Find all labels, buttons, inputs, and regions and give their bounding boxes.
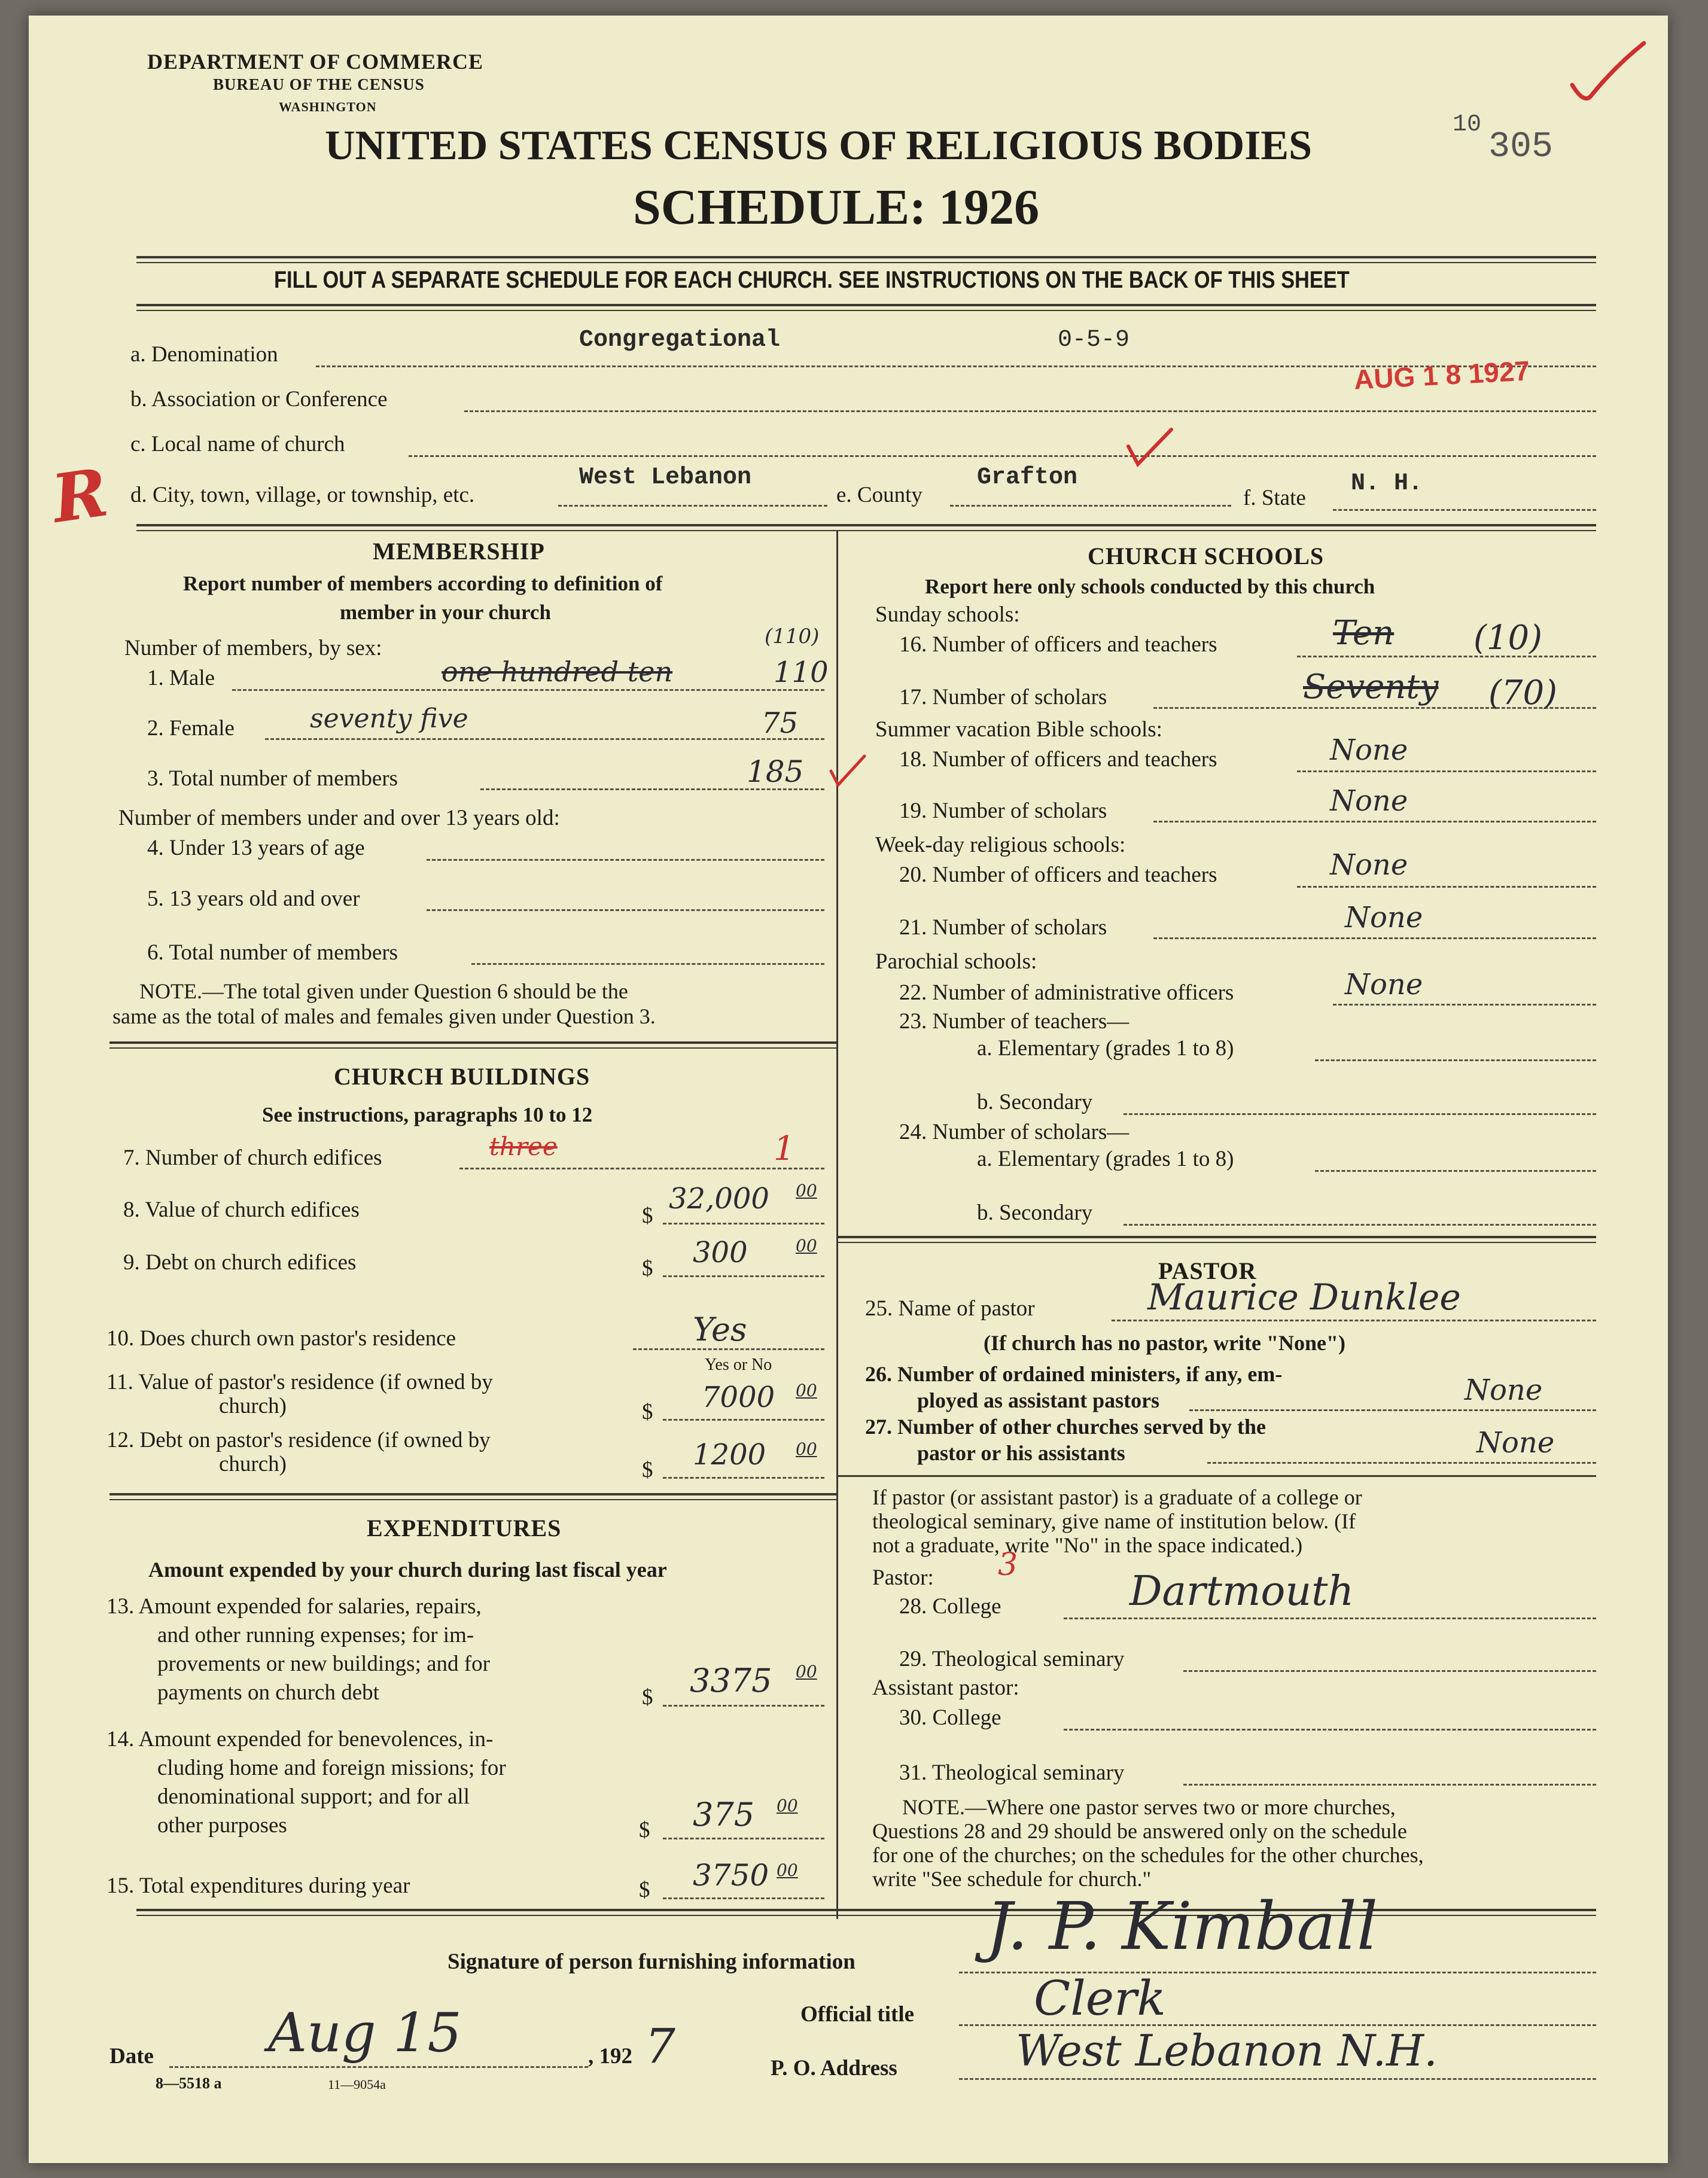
q2-label: 2. Female — [147, 716, 235, 741]
by-sex-label: Number of members, by sex: — [124, 636, 382, 660]
buildings-sub: See instructions, paragraphs 10 to 12 — [262, 1103, 593, 1126]
q23-label: 23. Number of teachers— — [899, 1009, 1129, 1034]
membership-intro-1: Report number of members according to definition of — [183, 572, 663, 595]
buildings-heading: CHURCH BUILDINGS — [334, 1063, 590, 1090]
q13-cents: 00 — [796, 1662, 817, 1682]
q16-struck: Ten — [1333, 614, 1395, 653]
po-address-value[interactable]: West Lebanon N.H. — [1016, 2025, 1438, 2076]
denomination-code: 0-5-9 — [1058, 327, 1130, 354]
q12-dollar: $ — [642, 1458, 653, 1482]
membership-note-2: same as the total of males and females given under Question 3. — [112, 1004, 656, 1028]
q25-note: (If church has no pastor, write "None") — [984, 1331, 1345, 1355]
q14-dollar: $ — [639, 1818, 650, 1842]
graduate-instruction-2: theological seminary, give name of institution below. (If — [872, 1509, 1356, 1533]
q11-dollar: $ — [642, 1400, 653, 1424]
q13-line-4: payments on church debt — [157, 1680, 379, 1705]
pastor-mark: 3 — [998, 1547, 1018, 1583]
q20-value[interactable]: None — [1330, 848, 1408, 882]
q15-cents: 00 — [777, 1860, 798, 1880]
schools-heading: CHURCH SCHOOLS — [1088, 543, 1325, 569]
association-label: b. Association or Conference — [130, 387, 388, 412]
year-prefix: , 192 — [588, 2044, 632, 2069]
q26-label: 26. Number of ordained ministers, if any, em- — [865, 1362, 1283, 1386]
review-mark: R — [47, 453, 112, 538]
q21-label: 21. Number of scholars — [899, 915, 1107, 940]
q3-label: 3. Total number of members — [147, 766, 398, 791]
q28-label: 28. College — [899, 1594, 1001, 1619]
q10-value[interactable]: Yes — [693, 1311, 747, 1348]
q28-value[interactable]: Dartmouth — [1129, 1568, 1354, 1615]
q8-cents: 00 — [796, 1181, 817, 1201]
q16-label: 16. Number of officers and teachers — [899, 632, 1217, 657]
q27-value[interactable]: None — [1476, 1426, 1555, 1460]
yes-no-hint: Yes or No — [705, 1355, 772, 1374]
q15-dollar: $ — [639, 1878, 650, 1902]
pastor-note-2: Questions 28 and 29 should be answered only on the schedule — [872, 1819, 1407, 1843]
q12-label-2: church) — [219, 1452, 287, 1476]
q9-dollar: $ — [642, 1256, 653, 1281]
q1-value[interactable]: 110 — [774, 656, 829, 689]
pastor-note-4: write "See schedule for church." — [872, 1867, 1152, 1891]
city-label: d. City, town, village, or township, etc. — [130, 483, 475, 507]
graduate-instruction-1: If pastor (or assistant pastor) is a graduate of a college or — [872, 1485, 1362, 1509]
q8-value[interactable]: 32,000 — [669, 1182, 769, 1216]
q25-label: 25. Name of pastor — [865, 1296, 1035, 1321]
q17-value[interactable]: (70) — [1488, 674, 1557, 712]
serial-number: 305 — [1488, 127, 1554, 167]
signature-label: Signature of person furnishing information — [447, 1949, 855, 1974]
q9-value[interactable]: 300 — [693, 1236, 748, 1269]
checkmark-icon — [1566, 37, 1650, 109]
date-value[interactable]: Aug 15 — [268, 2002, 462, 2064]
q11-label: 11. Value of pastor's residence (if owned by — [106, 1370, 493, 1394]
city-label: WASHINGTON — [279, 99, 377, 114]
county-label: e. County — [836, 483, 922, 507]
received-date-stamp: AUG 1 8 1927 — [1353, 355, 1531, 395]
assistant-pastor-label: Assistant pastor: — [872, 1676, 1019, 1700]
q19-label: 19. Number of scholars — [899, 799, 1107, 823]
q18-value[interactable]: None — [1330, 733, 1408, 767]
q7-value[interactable]: 1 — [774, 1129, 795, 1168]
q10-label: 10. Does church own pastor's residence — [106, 1326, 456, 1351]
expenditures-heading: EXPENDITURES — [367, 1515, 562, 1542]
q2-value[interactable]: 75 — [762, 706, 799, 740]
q6-label: 6. Total number of members — [147, 940, 398, 965]
q14-line-2: cluding home and foreign missions; for — [157, 1756, 506, 1780]
city-value[interactable]: West Lebanon — [579, 464, 752, 491]
denomination-value[interactable]: Congregational — [579, 327, 781, 354]
weekday-schools-label: Week-day religious schools: — [875, 833, 1126, 857]
q14-line-1: 14. Amount expended for benevolences, in- — [106, 1727, 494, 1751]
q13-dollar: $ — [642, 1685, 653, 1710]
q14-line-4: other purposes — [157, 1813, 287, 1838]
q14-cents: 00 — [777, 1796, 798, 1815]
expenditures-sub: Amount expended by your church during last fiscal year — [148, 1558, 667, 1582]
q2-words: seventy five — [310, 703, 468, 734]
q26-value[interactable]: None — [1465, 1373, 1543, 1407]
q11-value[interactable]: 7000 — [702, 1381, 775, 1414]
q4-label: 4. Under 13 years of age — [147, 836, 365, 860]
po-address-label: P. O. Address — [771, 2056, 897, 2080]
q19-value[interactable]: None — [1330, 784, 1408, 818]
schools-sub: Report here only schools conducted by this church — [925, 575, 1375, 598]
q17-struck: Seventy — [1303, 668, 1439, 706]
q25-value[interactable]: Maurice Dunklee — [1147, 1277, 1461, 1318]
q13-value[interactable]: 3375 — [690, 1662, 772, 1699]
pastor-heading: PASTOR — [1158, 1257, 1257, 1284]
q9-label: 9. Debt on church edifices — [123, 1250, 357, 1275]
census-schedule-sheet — [29, 16, 1668, 2163]
q9-cents: 00 — [796, 1236, 817, 1256]
instruction-banner: FILL OUT A SEPARATE SCHEDULE FOR EACH CHURCH. SEE INSTRUCTIONS ON THE BACK OF THIS SHEET — [274, 267, 1350, 293]
church-name-label: c. Local name of church — [130, 432, 345, 456]
q13-line-1: 13. Amount expended for salaries, repairs, — [106, 1594, 482, 1619]
graduate-instruction-3: not a graduate, write "No" in the space indicated.) — [872, 1533, 1303, 1557]
q23b-label: b. Secondary — [977, 1090, 1093, 1114]
q24-label: 24. Number of scholars— — [899, 1120, 1129, 1144]
q13-line-2: and other running expenses; for im- — [157, 1623, 474, 1647]
q14-value[interactable]: 375 — [693, 1796, 755, 1833]
print-number: 11—9054a — [328, 2077, 386, 2092]
date-label: Date — [109, 2044, 154, 2069]
q27-label: 27. Number of other churches served by the — [865, 1415, 1266, 1439]
q22-value[interactable]: None — [1345, 968, 1423, 1001]
q26-label-2: ployed as assistant pastors — [917, 1388, 1160, 1412]
age-heading: Number of members under and over 13 years old: — [118, 806, 560, 830]
q14-line-3: denominational support; and for all — [157, 1784, 470, 1809]
q23a-label: a. Elementary (grades 1 to 8) — [977, 1036, 1234, 1061]
q8-dollar: $ — [642, 1204, 653, 1228]
pastor-note-3: for one of the churches; on the schedules for the other churches, — [872, 1843, 1424, 1867]
checkmark-icon — [827, 750, 869, 792]
pastor-note-1: NOTE.—Where one pastor serves two or more churches, — [902, 1795, 1396, 1819]
q13-line-3: provements or new buildings; and for — [157, 1652, 490, 1676]
denomination-label: a. Denomination — [130, 342, 278, 367]
q11-cents: 00 — [796, 1381, 817, 1400]
official-title-value[interactable]: Clerk — [1034, 1970, 1166, 2026]
q1-note: (110) — [765, 625, 820, 648]
q21-value[interactable]: None — [1345, 901, 1423, 934]
pastor-sub-label: Pastor: — [872, 1565, 934, 1590]
q29-label: 29. Theological seminary — [899, 1647, 1125, 1671]
parochial-schools-label: Parochial schools: — [875, 949, 1037, 974]
q3-value[interactable]: 185 — [747, 754, 804, 789]
q27-label-2: pastor or his assistants — [917, 1441, 1125, 1465]
q5-label: 5. 13 years old and over — [147, 887, 360, 911]
q24b-label: b. Secondary — [977, 1201, 1093, 1225]
q16-value[interactable]: (10) — [1473, 619, 1542, 657]
q11-label-2: church) — [219, 1394, 287, 1418]
year-digit[interactable]: 7 — [645, 2018, 675, 2074]
form-number: 8—5518 a — [156, 2075, 222, 2092]
q8-label: 8. Value of church edifices — [123, 1198, 360, 1222]
q7-struck: three — [489, 1132, 558, 1161]
membership-intro-2: member in your church — [340, 601, 551, 624]
q12-cents: 00 — [796, 1439, 817, 1459]
state-value[interactable]: N. H. — [1351, 470, 1423, 497]
department-label: DEPARTMENT OF COMMERCE — [147, 50, 484, 74]
q18-label: 18. Number of officers and teachers — [899, 747, 1217, 772]
q15-label: 15. Total expenditures during year — [106, 1874, 410, 1898]
q7-label: 7. Number of church edifices — [123, 1146, 382, 1170]
signature-value[interactable]: J. P. Kimball — [986, 1888, 1378, 1964]
sunday-schools-label: Sunday schools: — [875, 602, 1020, 627]
q31-label: 31. Theological seminary — [899, 1760, 1125, 1785]
q22-label: 22. Number of administrative officers — [899, 980, 1234, 1005]
q1-words: one hundred ten — [442, 656, 673, 688]
serial-prefix: 10 — [1453, 111, 1482, 138]
q30-label: 30. College — [899, 1705, 1001, 1730]
membership-note-1: NOTE.—The total given under Question 6 should be the — [139, 979, 628, 1003]
official-title-label: Official title — [800, 2002, 915, 2027]
checkmark-icon — [1124, 422, 1177, 476]
bureau-label: BUREAU OF THE CENSUS — [213, 75, 425, 93]
form-subtitle: SCHEDULE: 1926 — [633, 179, 1040, 235]
summer-schools-label: Summer vacation Bible schools: — [875, 717, 1162, 742]
q1-label: 1. Male — [147, 666, 215, 690]
q12-value[interactable]: 1200 — [693, 1438, 766, 1472]
q12-label: 12. Debt on pastor's residence (if owned by — [106, 1428, 491, 1452]
q15-value[interactable]: 3750 — [693, 1858, 769, 1893]
state-label: f. State — [1243, 486, 1306, 510]
form-title: UNITED STATES CENSUS OF RELIGIOUS BODIES — [325, 123, 1313, 169]
membership-heading: MEMBERSHIP — [373, 538, 545, 565]
q24a-label: a. Elementary (grades 1 to 8) — [977, 1147, 1234, 1171]
q17-label: 17. Number of scholars — [899, 685, 1107, 709]
q20-label: 20. Number of officers and teachers — [899, 863, 1217, 887]
county-value[interactable]: Grafton — [977, 464, 1078, 491]
